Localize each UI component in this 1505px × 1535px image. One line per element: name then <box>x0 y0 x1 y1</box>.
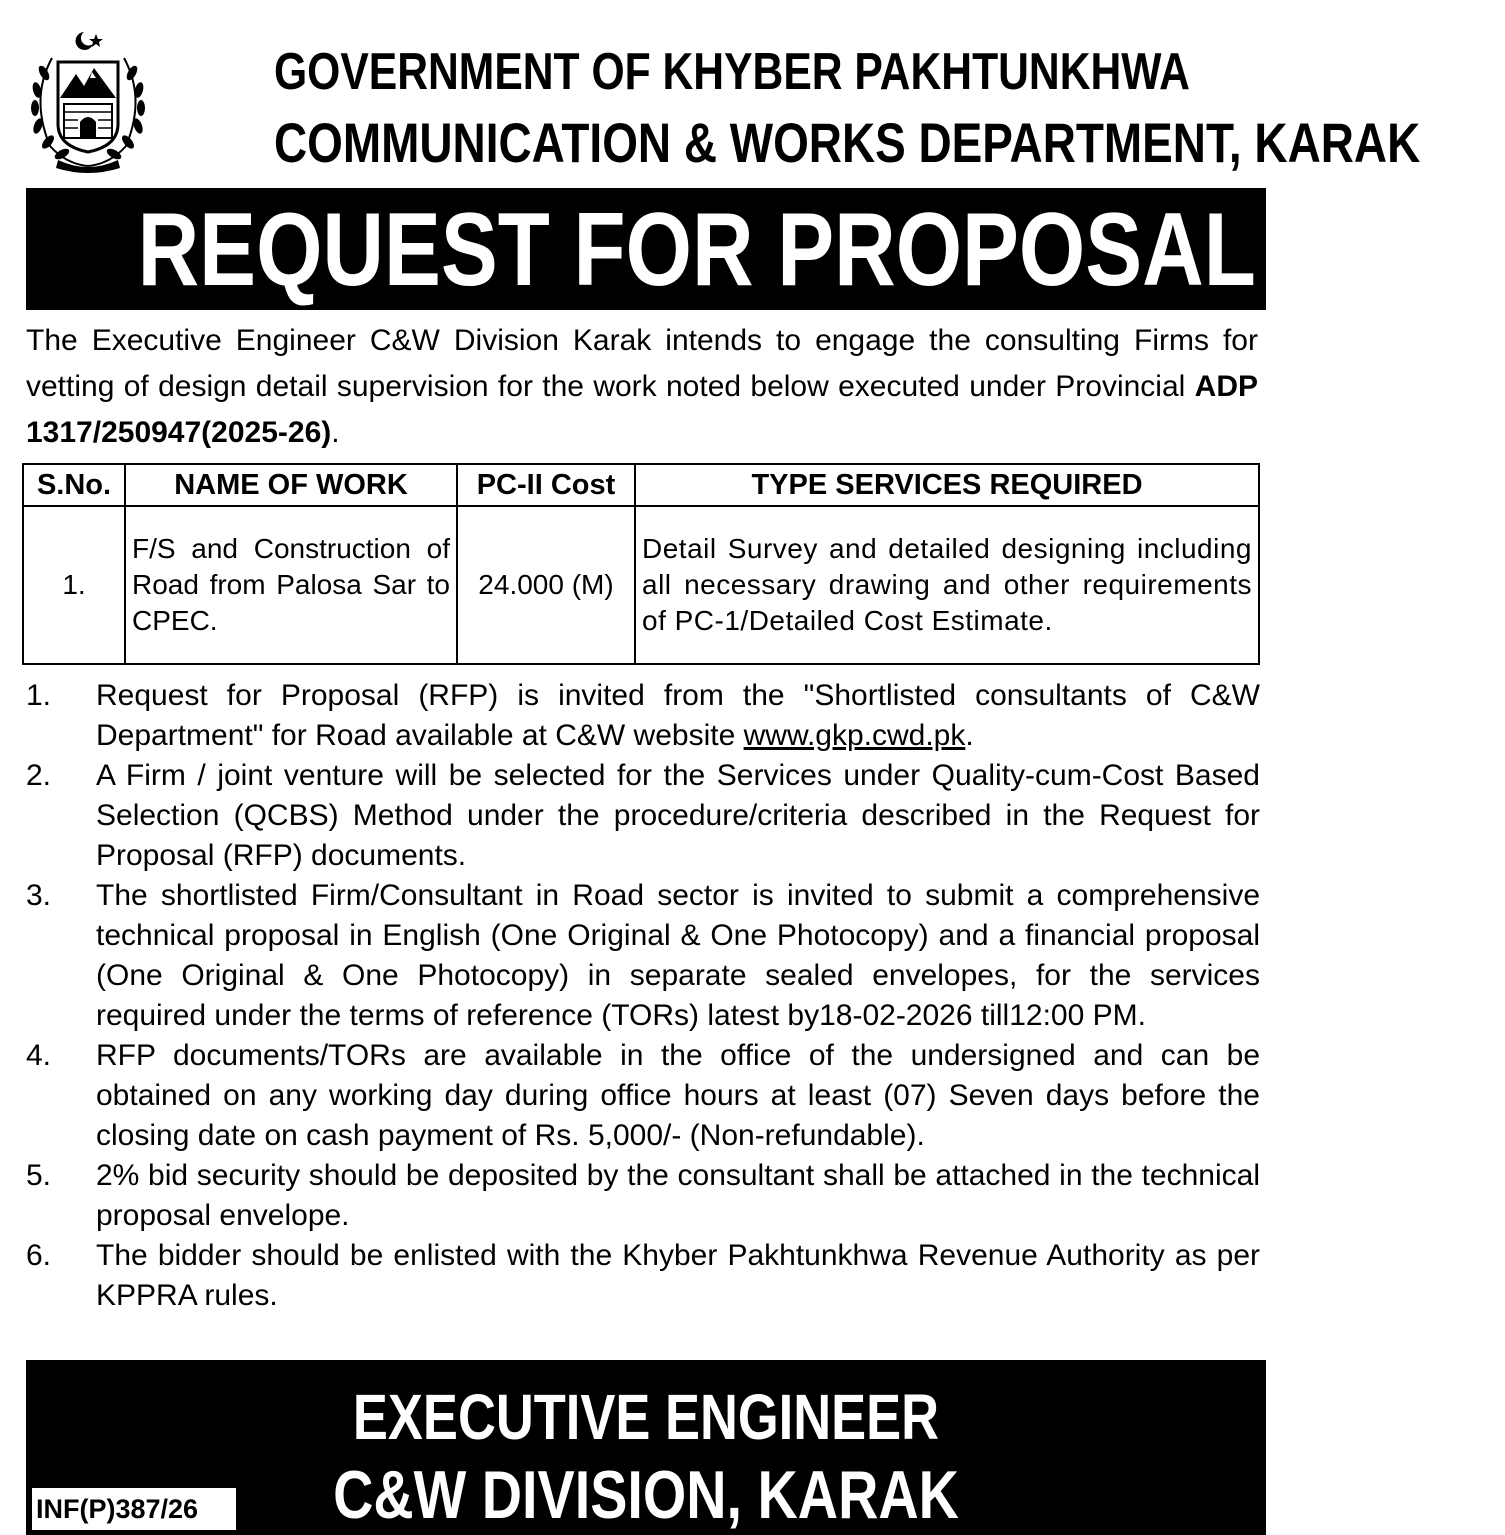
list-item-number: 3. <box>26 879 52 912</box>
header-pc-ii-cost: PC-II Cost <box>457 464 635 506</box>
row-type-services: Detail Survey and detailed designing including all necessary drawing and other requirements of PC-1/Detailed Cost Estimate. <box>635 506 1259 664</box>
intro-end: . <box>331 416 340 449</box>
footer-signature-block <box>26 1360 1266 1535</box>
list-item-text: Request for Proposal (RFP) is invited from the "Shortlisted consultants of C&W Department" for Road available at C&W website <box>96 679 1260 752</box>
list-item <box>26 676 1260 756</box>
conditions-list <box>26 676 1260 1316</box>
header-title-department: COMMUNICATION & WORKS DEPARTMENT, KARAK <box>274 111 1421 174</box>
header-title-government: GOVERNMENT OF KHYBER PAKHTUNKHWA <box>274 43 1190 101</box>
intro-paragraph <box>26 318 1258 456</box>
adp-number: ADP 1317/250947(2025-26) <box>26 370 1258 449</box>
website-link[interactable]: www.gkp.cwd.pk <box>743 719 966 752</box>
row-pc-ii-cost: 24.000 (M) <box>457 506 635 664</box>
intro-text: The Executive Engineer C&W Division Karak intends to engage the consulting Firms for vetting of design detail supervision for the work noted below executed under Provincial <box>26 324 1258 403</box>
header-type-services: TYPE SERVICES REQUIRED <box>635 464 1259 506</box>
rfp-banner <box>26 188 1505 310</box>
signatory-division: C&W DIVISION, KARAK <box>333 1457 959 1533</box>
works-table <box>22 463 1260 665</box>
list-item <box>26 756 1260 876</box>
list-item-number: 1. <box>26 679 52 712</box>
list-item-number: 4. <box>26 1039 52 1072</box>
header-sno: S.No. <box>23 464 125 506</box>
rfp-title: REQUEST FOR PROPOSAL (RFP) <box>137 192 1505 308</box>
list-item <box>26 1156 1260 1236</box>
list-item-text: The shortlisted Firm/Consultant in Road sector is invited to submit a comprehensive technical proposal in English (One Original & One Photocopy) and a financial proposal (One Original & One Photocopy) in separate sealed envelopes, for the services required under the terms of reference (TORs) latest by18-02-2026 till12:00 PM. <box>96 879 1260 1032</box>
list-item-text: RFP documents/TORs are available in the office of the undersigned and can be obtained on any working day during office hours at least (07) Seven days before the closing date on cash payment of Rs. 5,000/- (Non-refundable). <box>96 1039 1260 1152</box>
kp-emblem-icon <box>22 28 154 176</box>
inf-reference-number: INF(P)387/26 <box>32 1488 236 1530</box>
list-item <box>26 1236 1260 1316</box>
row-name-of-work: F/S and Construction of Road from Palosa Sar to CPEC. <box>125 506 457 664</box>
list-item-text: 2% bid security should be deposited by the consultant shall be attached in the technical proposal envelope. <box>96 1159 1260 1232</box>
list-item-end: . <box>965 719 974 752</box>
list-item-number: 6. <box>26 1239 52 1272</box>
table-header-row <box>23 464 1259 506</box>
signatory-title: EXECUTIVE ENGINEER <box>352 1381 940 1453</box>
table-row <box>23 506 1259 664</box>
row-sno: 1. <box>23 506 125 664</box>
list-item-number: 2. <box>26 759 52 792</box>
list-item-number: 5. <box>26 1159 52 1192</box>
header-name-of-work: NAME OF WORK <box>125 464 457 506</box>
list-item <box>26 876 1260 1036</box>
list-item-text: The bidder should be enlisted with the Khyber Pakhtunkhwa Revenue Authority as per KPPRA rules. <box>96 1239 1260 1312</box>
list-item <box>26 1036 1260 1156</box>
header <box>0 0 1421 180</box>
list-item-text: A Firm / joint venture will be selected for the Services under Quality-cum-Cost Based Selection (QCBS) Method under the procedure/criteria described in the Request for Proposal (RFP) documents. <box>96 759 1260 872</box>
